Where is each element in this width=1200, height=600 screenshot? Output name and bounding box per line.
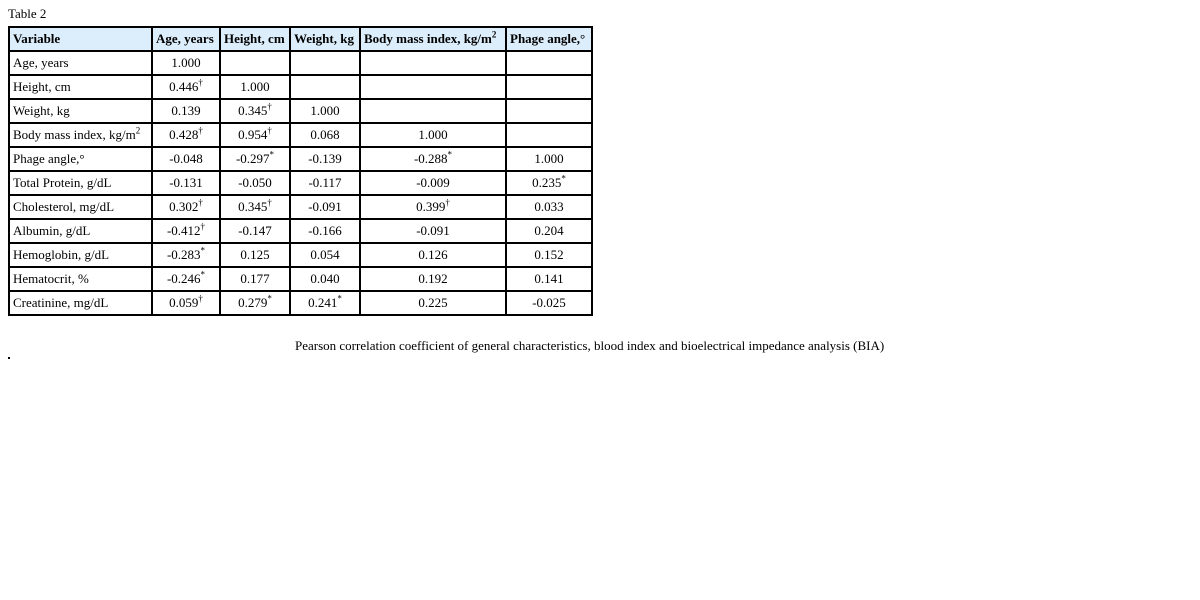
variable-cell <box>9 243 152 267</box>
correlation-cell <box>360 267 506 291</box>
variable-cell <box>9 51 152 75</box>
significance-mark: * <box>267 293 272 304</box>
dot-mark <box>8 357 10 359</box>
correlation-value: -0.246 <box>166 271 201 286</box>
column-header <box>220 27 290 51</box>
correlation-value: 0.446 <box>169 79 199 94</box>
correlation-cell <box>506 171 592 195</box>
correlation-cell <box>220 147 290 171</box>
correlation-cell <box>360 75 506 99</box>
correlation-cell <box>360 51 506 75</box>
table-row <box>9 51 592 75</box>
correlation-value: 0.125 <box>240 247 270 262</box>
correlation-value: 0.141 <box>534 271 564 286</box>
variable-label: Weight, kg <box>13 103 70 118</box>
correlation-value: 1.000 <box>418 127 448 142</box>
correlation-value: 0.040 <box>310 271 340 286</box>
correlation-value: 0.059 <box>169 295 199 310</box>
correlation-cell <box>506 75 592 99</box>
correlation-value: -0.009 <box>416 175 450 190</box>
correlation-table <box>8 26 593 316</box>
correlation-cell <box>290 243 360 267</box>
correlation-cell <box>506 195 592 219</box>
correlation-value: -0.091 <box>308 199 342 214</box>
correlation-cell <box>220 291 290 315</box>
significance-mark: † <box>200 221 206 232</box>
correlation-cell <box>152 243 220 267</box>
correlation-value: -0.166 <box>308 223 342 238</box>
significance-mark: * <box>200 269 206 280</box>
correlation-cell <box>220 195 290 219</box>
correlation-cell <box>290 291 360 315</box>
correlation-cell <box>290 75 360 99</box>
significance-mark: * <box>337 293 342 304</box>
correlation-cell <box>152 147 220 171</box>
variable-cell <box>9 75 152 99</box>
variable-label: Creatinine, mg/dL <box>13 295 109 310</box>
correlation-cell <box>220 123 290 147</box>
table-row <box>9 219 592 243</box>
significance-mark: † <box>198 125 203 136</box>
correlation-value: -0.283 <box>166 247 201 262</box>
correlation-value: 0.345 <box>238 199 268 214</box>
correlation-value: 0.235 <box>532 175 562 190</box>
correlation-cell <box>360 195 506 219</box>
column-header-label: Height, cm <box>224 31 285 46</box>
correlation-cell <box>506 219 592 243</box>
table-row <box>9 267 592 291</box>
variable-cell <box>9 123 152 147</box>
variable-label: Height, cm <box>13 79 71 94</box>
correlation-cell <box>360 291 506 315</box>
correlation-value: 0.152 <box>534 247 564 262</box>
variable-label: Hematocrit, % <box>13 271 89 286</box>
significance-mark: † <box>267 101 272 112</box>
correlation-value: -0.048 <box>169 151 203 166</box>
variable-label: Albumin, g/dL <box>13 223 91 238</box>
table-row <box>9 147 592 171</box>
correlation-value: 0.033 <box>534 199 564 214</box>
correlation-cell <box>360 123 506 147</box>
correlation-value: 1.000 <box>171 55 201 70</box>
correlation-cell <box>152 195 220 219</box>
correlation-cell <box>360 219 506 243</box>
column-header <box>506 27 592 51</box>
correlation-value: 0.139 <box>171 103 201 118</box>
correlation-value: 1.000 <box>240 79 270 94</box>
correlation-cell <box>360 147 506 171</box>
correlation-value: -0.117 <box>308 175 342 190</box>
correlation-value: 0.192 <box>418 271 448 286</box>
variable-cell <box>9 171 152 195</box>
variable-cell <box>9 195 152 219</box>
correlation-cell <box>220 171 290 195</box>
correlation-value: 0.068 <box>310 127 340 142</box>
table-row <box>9 171 592 195</box>
correlation-cell <box>152 75 220 99</box>
correlation-cell <box>506 291 592 315</box>
correlation-cell <box>290 219 360 243</box>
correlation-cell <box>290 195 360 219</box>
correlation-value: 1.000 <box>534 151 564 166</box>
column-header-label: Weight, kg <box>294 31 354 46</box>
column-header-label: Age, years <box>156 31 214 46</box>
correlation-value: 0.054 <box>310 247 340 262</box>
correlation-cell <box>220 243 290 267</box>
column-header <box>152 27 220 51</box>
correlation-value: -0.050 <box>238 175 272 190</box>
correlation-value: 0.345 <box>238 103 268 118</box>
significance-mark: † <box>198 77 203 88</box>
table-body <box>9 51 592 315</box>
header-superscript: 2 <box>491 29 497 40</box>
correlation-value: -0.131 <box>169 175 203 190</box>
correlation-cell <box>290 123 360 147</box>
correlation-value: 0.428 <box>169 127 199 142</box>
variable-cell <box>9 147 152 171</box>
significance-mark: † <box>198 197 203 208</box>
correlation-cell <box>220 219 290 243</box>
correlation-cell <box>152 171 220 195</box>
correlation-cell <box>152 291 220 315</box>
correlation-value: -0.139 <box>308 151 342 166</box>
correlation-value: 0.204 <box>534 223 564 238</box>
correlation-cell <box>152 51 220 75</box>
correlation-cell <box>290 51 360 75</box>
variable-cell <box>9 267 152 291</box>
column-header <box>290 27 360 51</box>
variable-label: Age, years <box>13 55 69 70</box>
table-row <box>9 195 592 219</box>
correlation-value: 0.241 <box>308 295 338 310</box>
correlation-cell <box>506 147 592 171</box>
table-row <box>9 243 592 267</box>
variable-cell <box>9 219 152 243</box>
variable-label: Body mass index, kg/m <box>13 127 136 142</box>
correlation-cell <box>220 51 290 75</box>
significance-mark: † <box>267 125 272 136</box>
correlation-value: 0.126 <box>418 247 448 262</box>
correlation-value: -0.025 <box>532 295 566 310</box>
correlation-cell <box>152 99 220 123</box>
correlation-value: 0.177 <box>240 271 270 286</box>
column-header-label: Body mass index, kg/m <box>364 31 492 46</box>
correlation-value: 0.399 <box>416 199 446 214</box>
correlation-value: -0.288 <box>413 151 448 166</box>
table-caption: Pearson correlation coefficient of general characteristics, blood index and bioelectrical impedance analysis (BIA) <box>295 338 885 353</box>
variable-label: Total Protein, g/dL <box>13 175 112 190</box>
table-row <box>9 291 592 315</box>
correlation-cell <box>506 123 592 147</box>
variable-label: Hemoglobin, g/dL <box>13 247 110 262</box>
column-header-label: Phage angle,° <box>510 31 586 46</box>
correlation-cell <box>152 123 220 147</box>
correlation-cell <box>506 51 592 75</box>
correlation-value: -0.091 <box>416 223 450 238</box>
correlation-cell <box>506 267 592 291</box>
variable-label: Cholesterol, mg/dL <box>13 199 115 214</box>
correlation-value: 0.225 <box>418 295 448 310</box>
correlation-cell <box>220 75 290 99</box>
correlation-cell <box>360 243 506 267</box>
significance-mark: † <box>445 197 450 208</box>
table-row <box>9 75 592 99</box>
variable-superscript: 2 <box>135 125 141 136</box>
significance-mark: † <box>198 293 203 304</box>
table-label: Table 2 <box>8 6 47 21</box>
significance-mark: * <box>561 173 566 184</box>
table-header-row <box>9 27 592 51</box>
correlation-cell <box>290 99 360 123</box>
correlation-cell <box>506 243 592 267</box>
variable-label: Phage angle,° <box>13 151 85 166</box>
correlation-cell <box>290 147 360 171</box>
significance-mark: * <box>447 149 453 160</box>
correlation-value: -0.297 <box>235 151 270 166</box>
correlation-cell <box>152 219 220 243</box>
column-header <box>9 27 152 51</box>
correlation-cell <box>290 171 360 195</box>
correlation-cell <box>360 99 506 123</box>
correlation-cell <box>290 267 360 291</box>
column-header-label: Variable <box>13 31 61 46</box>
correlation-value: 0.954 <box>238 127 268 142</box>
correlation-cell <box>506 99 592 123</box>
correlation-cell <box>152 267 220 291</box>
significance-mark: * <box>269 149 275 160</box>
significance-mark: * <box>200 245 206 256</box>
correlation-value: -0.147 <box>238 223 272 238</box>
correlation-value: 0.302 <box>169 199 199 214</box>
table-row <box>9 123 592 147</box>
table-row <box>9 99 592 123</box>
variable-cell <box>9 99 152 123</box>
correlation-cell <box>220 267 290 291</box>
correlation-value: -0.412 <box>166 223 201 238</box>
variable-cell <box>9 291 152 315</box>
correlation-value: 0.279 <box>238 295 268 310</box>
significance-mark: † <box>267 197 272 208</box>
correlation-value: 1.000 <box>310 103 340 118</box>
correlation-cell <box>220 99 290 123</box>
correlation-cell <box>360 171 506 195</box>
column-header <box>360 27 506 51</box>
